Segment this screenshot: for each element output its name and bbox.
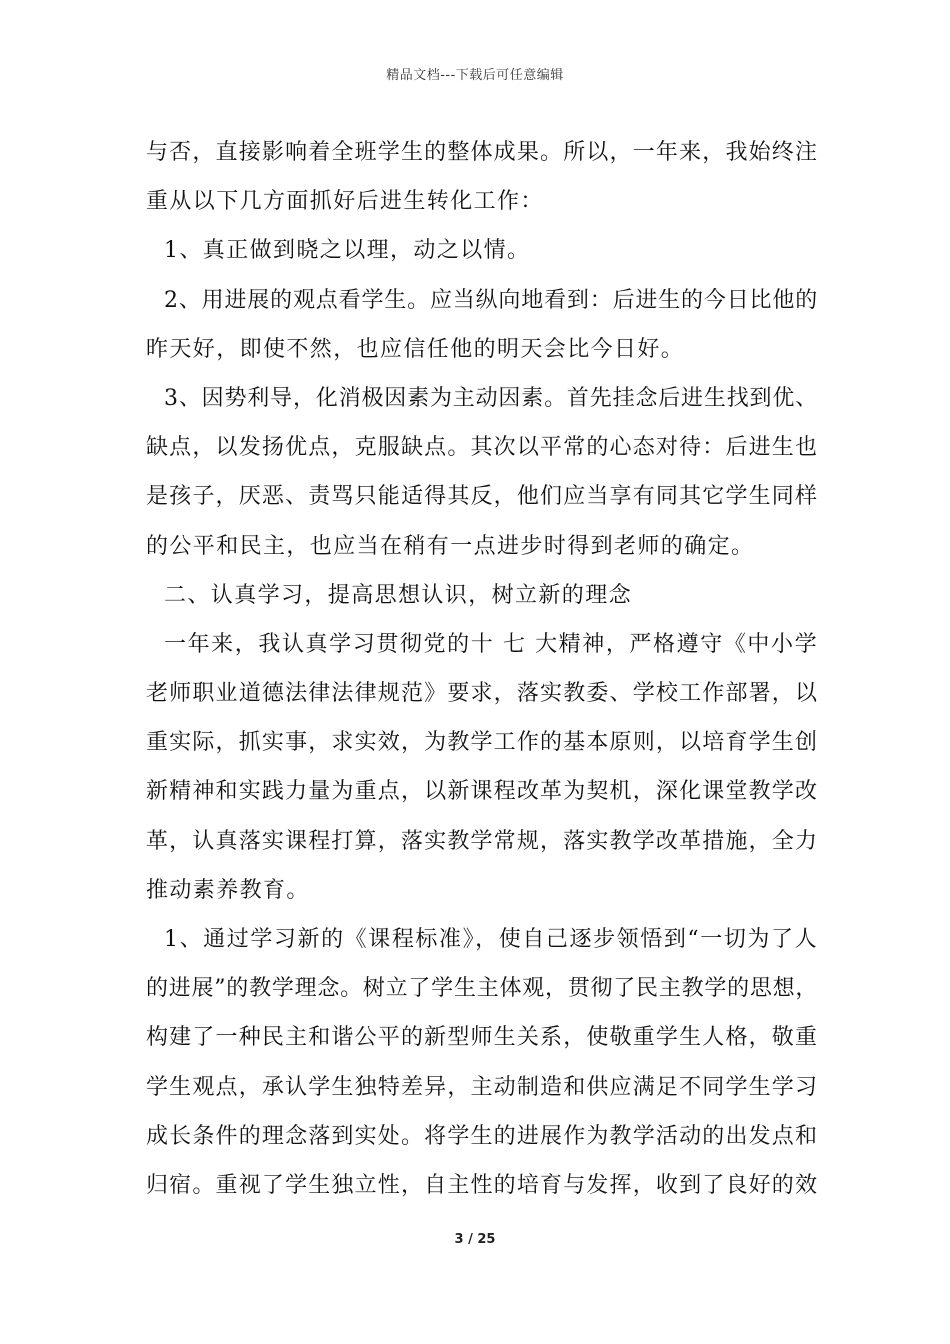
- text-line: 新精神和实践力量为重点，以新课程改革为契机，深化课堂教学改: [146, 779, 818, 805]
- list-item: 1、通过学习新的《课程标准》，使自己逐步领悟到“一切为了人: [164, 927, 818, 952]
- text-line: 重实际，抓实事，求实效，为教学工作的基本原则，以培育学生创: [146, 730, 818, 756]
- text-line: 老师职业道德法律法律规范》要求，落实教委、学校工作部署，以: [146, 681, 818, 707]
- list-item: 1、真正做到晓之以理，动之以情。: [164, 238, 531, 264]
- text-line: 革，认真落实课程打算，落实教学常规，落实教学改革措施，全力: [146, 828, 818, 854]
- page-header: 精品文档---下载后可任意编辑: [386, 68, 564, 83]
- text-line: 推动素养教育。: [146, 877, 310, 903]
- text-line: 学生观点，承认学生独特差异，主动制造和供应满足不同学生学习: [146, 1074, 818, 1100]
- paragraph-start: 一年来，我认真学习贯彻党的十 七 大精神，严格遵守《中小学: [164, 631, 818, 657]
- text-line: 与否，直接影响着全班学生的整体成果。所以，一年来，我始终注: [146, 140, 818, 165]
- list-item: 2、用进展的观点看学生。应当纵向地看到：后进生的今日比他的: [164, 287, 818, 313]
- list-item: 3、因势利导，化消极因素为主动因素。首先挂念后进生找到优、: [164, 385, 818, 411]
- page-number: 3 / 25: [454, 1232, 496, 1247]
- text-line: 是孩子，厌恶、责骂只能适得其反，他们应当享有同其它学生同样: [146, 484, 818, 510]
- text-line: 的进展”的教学理念。树立了学生主体观，贯彻了民主教学的思想，: [146, 976, 818, 1002]
- text-line: 昨天好，即使不然，也应信任他的明天会比今日好。: [146, 336, 685, 362]
- text-line: 重从以下几方面抓好后进生转化工作：: [146, 189, 544, 215]
- text-line: 归宿。重视了学生独立性，自主性的培育与发挥，收到了良好的效: [146, 1172, 818, 1198]
- document-body: [146, 128, 818, 1210]
- text-line: 缺点，以发扬优点，克服缺点。其次以平常的心态对待：后进生也: [146, 435, 818, 461]
- text-line: 构建了一种民主和谐公平的新型师生关系，使敬重学生人格，敬重: [146, 1025, 818, 1051]
- section-heading: 二、认真学习，提高思想认识，树立新的理念: [164, 582, 633, 608]
- text-line: 成长条件的理念落到实处。将学生的进展作为教学活动的出发点和: [146, 1123, 818, 1149]
- text-line: 的公平和民主，也应当在稍有一点进步时得到老师的确定。: [146, 533, 755, 559]
